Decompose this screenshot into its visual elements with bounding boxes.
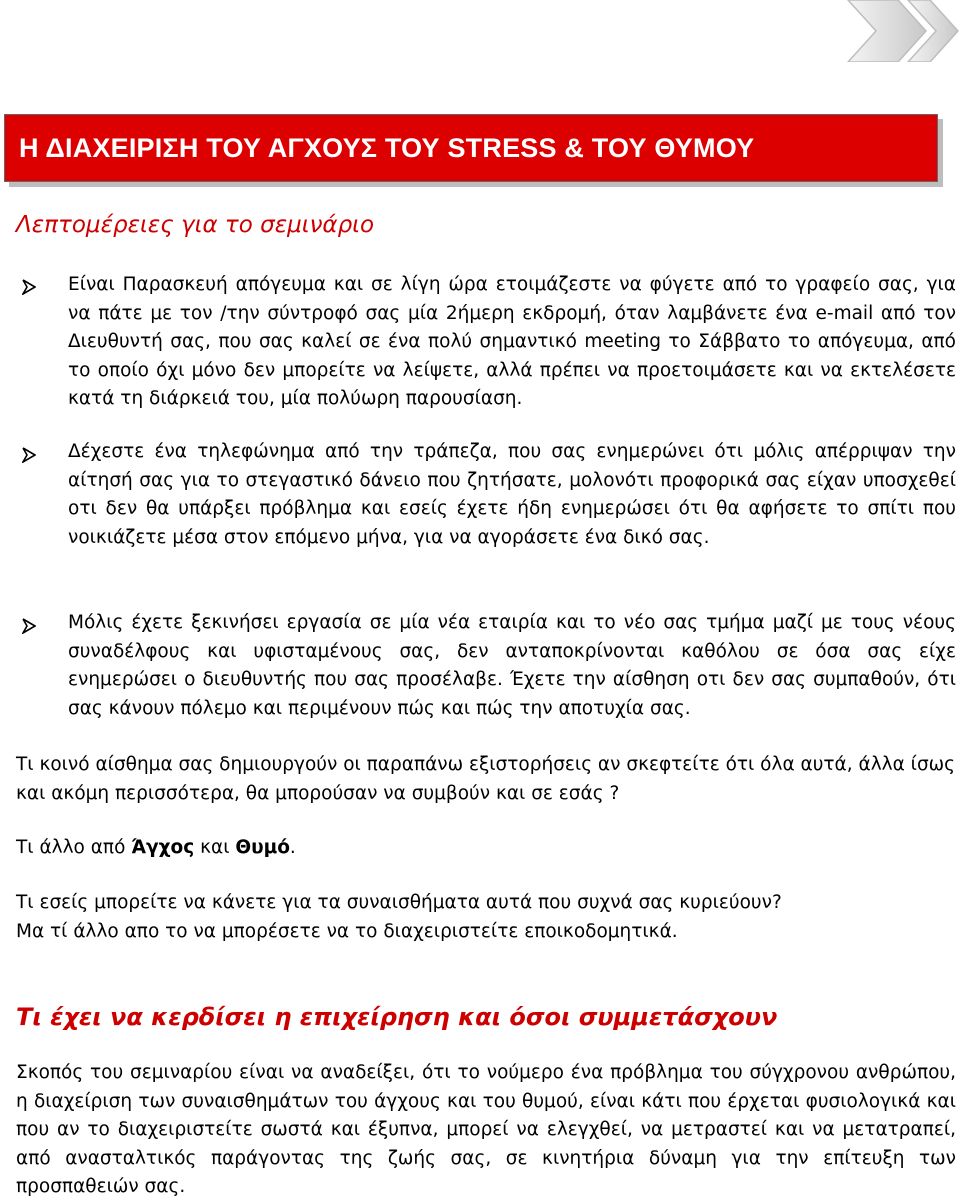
bullet-arrowhead-icon	[22, 447, 36, 463]
text-suffix: .	[289, 837, 296, 858]
double-chevron-right-icon	[730, 0, 960, 62]
anxiety-anger-line	[16, 834, 956, 863]
scenario-paragraph-3: Μόλις έχετε ξεκινήσει εργασία σε μία νέα εταιρία και το νέο σας τμήμα μαζί με τους νέους συναδέλφους και υφισταμένους σας, δεν ανταποκρίνονται καθόλου σε όσα σας είχε ενημερώσει ο διευθυντής που σας προσέλαβε. Έχετε την αίσθηση οτι δεν σας συμπαθούν, ότι σας κάνουν πόλεμο και περιμένουν πώς και πώς την αποτυχία σας.	[68, 612, 956, 719]
bullet-arrowhead-icon	[22, 279, 36, 295]
bullet-arrowhead-icon	[22, 618, 36, 634]
question-paragraph: Τι κοινό αίσθημα σας δημιουργούν οι παραπάνω εξιστορήσεις αν σκεφτείτε ότι όλα αυτά, άλλα ίσως και ακόμη περισσότερα, θα μπορούσαν να συμβούν και σε εσάς ?	[16, 754, 956, 804]
page-title: Η ΔΙΑΧΕΙΡΙΣΗ ΤΟΥ ΑΓΧΟΥΣ ΤΟΥ STRESS & ΤΟΥ ΘΥΜΟΥ	[19, 133, 755, 163]
section-heading-details: Λεπτομέρειες για το σεμινάριο	[16, 212, 375, 238]
scenario-paragraph-1: Είναι Παρασκευή απόγευμα και σε λίγη ώρα ετοιμάζεστε να φύγετε από το γραφείο σας, για να πάτε με τον /την σύντροφό σας μία 2ήμερη εκδρομή, όταν λαμβάνετε ένα e-mail από τον Διευθυντή σας, που σας καλεί σε ένα πολύ σημαντικό meeting το Σάββατο το απόγευμα, από το οποίο όχι μόνο δεν μπορείτε να λείψετε, αλλά πρέπει να προετοιμάσετε και να εκτελέσετε κατά τη διάρκειά του, μία πολύωρη παρουσίαση.	[68, 274, 956, 409]
bold-word-anxiety: Άγχος	[131, 837, 195, 858]
scenario-paragraph-2: Δέχεστε ένα τηλεφώνημα από την τράπεζα, που σας ενημερώνει ότι μόλις απέρριψαν την αίτησή σας για το στεγαστικό δάνειο που ζητήσατε, μολονότι προφορικά σας είχαν υποσχεθεί οτι δεν θα υπάρξει πρόβλημα και εσείς έχετε ήδη ενημερώσει ότι θα αφήσετε το σπίτι που νοικιάζετε μέσα στον επόμενο μήνα, για να αγοράσετε ένα δικό σας.	[68, 441, 956, 548]
question-line-2: Μα τί άλλο απο το να μπορέσετε να το διαχειριστείτε εποικοδομητικά.	[16, 920, 678, 942]
section-heading-benefits: Τι έχει να κερδίσει η επιχείρηση και όσοι συμμετάσχουν	[16, 1003, 778, 1031]
benefits-paragraph: Σκοπός του σεμιναρίου είναι να αναδείξει, ότι το νούμερο ένα πρόβλημα του σύγχρονου ανθρώπου, η διαχείριση των συναισθημάτων του άγχους και του θυμού, είναι κάτι που έρχεται φυσιολογικά και που αν το διαχειριστείτε σωστά και έξυπνα, μπορεί να ελεγχθεί, να μετραστεί και να μετατραπεί, από ανασταλτικός παράγοντας της ζωής σας, σε κινητήρια δύναμη για την επίτευξη των προσπαθειών σας.	[16, 1062, 956, 1197]
title-banner	[4, 114, 938, 182]
question-line-1: Τι εσείς μπορείτε να κάνετε για τα συναισθήματα αυτά που συχνά σας κυριεύουν?	[16, 892, 782, 913]
text-prefix: Τι άλλο από	[16, 837, 132, 858]
bold-word-anger: Θυμό	[235, 837, 290, 858]
management-question	[16, 889, 956, 946]
text-middle: και	[194, 837, 236, 858]
